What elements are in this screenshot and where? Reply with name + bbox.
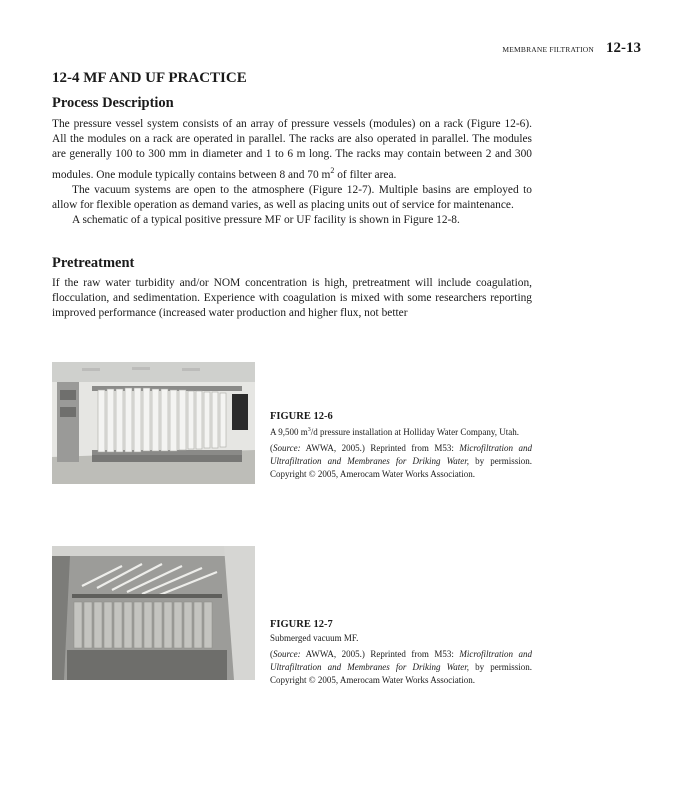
figure-12-7-photo: [52, 546, 255, 680]
figure-description: Submerged vacuum MF.: [270, 633, 359, 643]
figure-source: (Source: AWWA, 2005.) Reprinted from M53: Microfiltration and Ultrafiltration and Membranes for Driking Water, by permission. Copyright © 2005, Amerocam Water Works Association.: [270, 649, 533, 685]
figure-source: (Source: AWWA, 2005.) Reprinted from M53: Microfiltration and Ultrafiltration and Membranes for Driking Water, by permission. Copyright © 2005, Amerocam Water Works Association.: [270, 443, 533, 479]
figure-12-6-caption: [270, 410, 532, 481]
figure-label: FIGURE 12-6: [270, 411, 333, 422]
running-title: MEMBRANE FILTRATION: [502, 45, 594, 54]
paragraph: The vacuum systems are open to the atmosphere (Figure 12-7). Multiple basins are employed to allow for flexible operation as demand varies, as well as placing units out of service for maintenance.: [52, 183, 532, 211]
paragraph: A schematic of a typical positive pressure MF or UF facility is shown in Figure 12-8.: [72, 214, 460, 227]
pretreatment-heading: Pretreatment: [52, 255, 135, 271]
paragraph: If the raw water turbidity and/or NOM concentration is high, pretreatment will include coagulation, flocculation, and sedimentation. Experience with coagulation is mixed with some researchers reporting improved performance (increased water production and higher flux, not better: [52, 277, 532, 320]
figure-12-7-caption: [270, 618, 532, 687]
page-number: 12-13: [606, 40, 641, 56]
process-description-body: [52, 117, 532, 228]
paragraph: The pressure vessel system consists of an array of pressure vessels (modules) on a rack (Figure 12-6). All the modules on a rack are operated in parallel. The racks are also operated in parallel. The modules are generally 100 to 300 mm in diameter and 1 to 6 m long. The racks may contain between 2 and 300 modules. One module typically contains between 8 and 70 $m^2$ of filter area.: [52, 118, 532, 181]
pretreatment-body: [52, 276, 532, 322]
figure-12-6-photo: [52, 362, 255, 484]
figure-label: FIGURE 12-7: [270, 619, 333, 630]
section-heading: 12-4 MF AND UF PRACTICE: [52, 70, 247, 86]
running-head: [502, 40, 641, 57]
figure-description: A 9,500 $m^3/d$ pressure installation at Holliday Water Company, Utah.: [270, 427, 519, 437]
process-description-heading: Process Description: [52, 95, 174, 111]
